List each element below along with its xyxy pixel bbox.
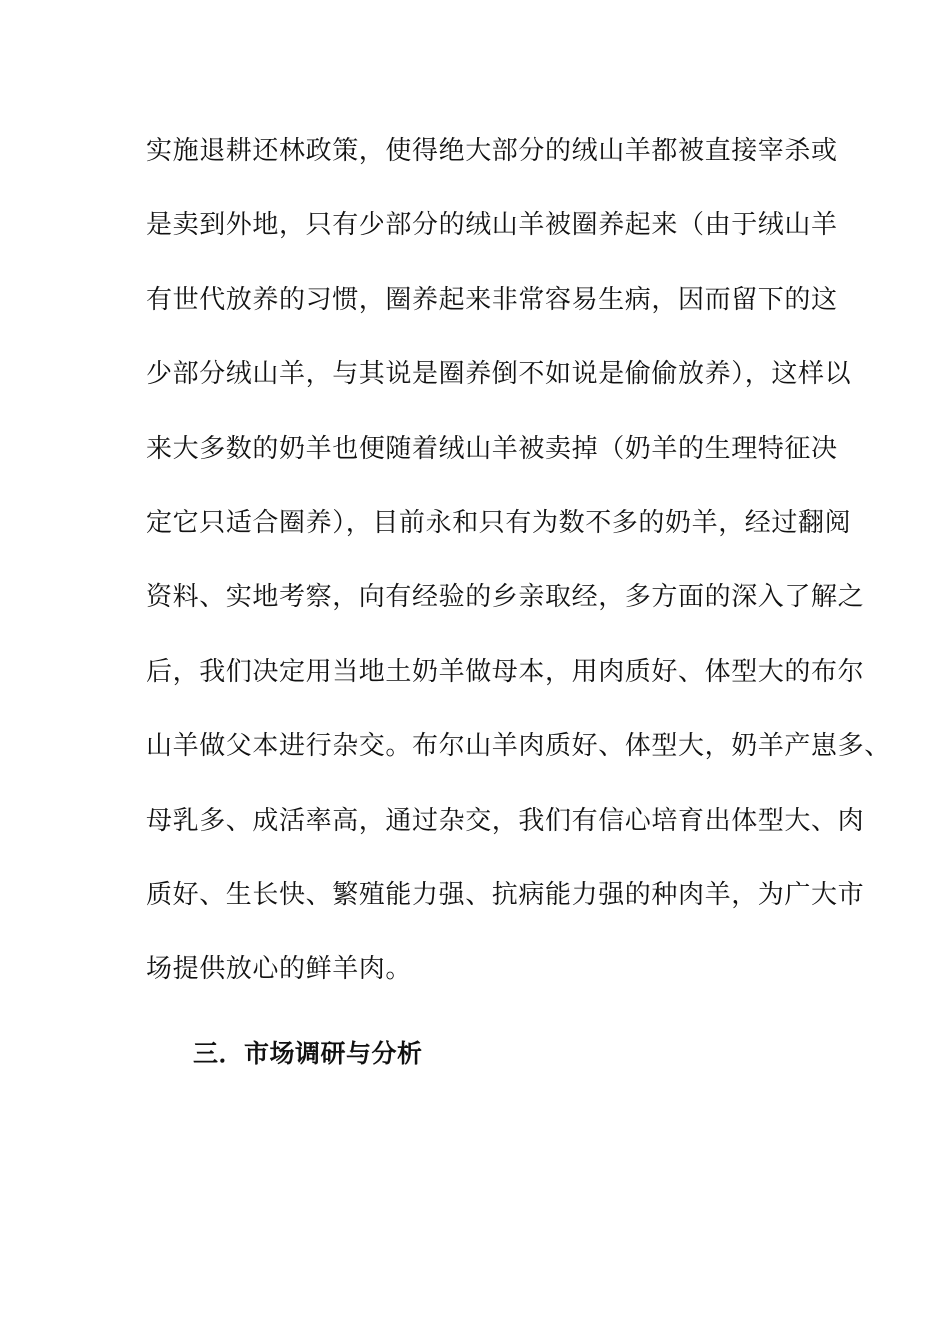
body-paragraph	[146, 126, 891, 1019]
paragraph-line: 来大多数的奶羊也便随着绒山羊被卖掉（奶羊的生理特征决	[146, 433, 838, 464]
paragraph-line: 质好、生长快、繁殖能力强、抗病能力强的种肉羊，为广大市	[146, 879, 865, 910]
paragraph-line: 资料、实地考察，向有经验的乡亲取经，多方面的深入了解之	[146, 582, 865, 613]
paragraph-line: 定它只适合圈养），目前永和只有为数不多的奶羊，经过翻阅	[146, 507, 852, 538]
paragraph-line: 实施退耕还林政策，使得绝大部分的绒山羊都被直接宰杀或	[146, 136, 838, 166]
paragraph-line: 母乳多、成活率高，通过杂交，我们有信心培育出体型大、肉	[146, 805, 865, 836]
paragraph-line: 是卖到外地，只有少部分的绒山羊被圈养起来（由于绒山羊	[146, 210, 838, 241]
paragraph-line: 有世代放养的习惯，圈养起来非常容易生病，因而留下的这	[146, 284, 838, 315]
paragraph-line: 场提供放心的鲜羊肉。	[146, 954, 413, 985]
paragraph-line: 山羊做父本进行杂交。布尔山羊肉质好、体型大，奶羊产崽多、	[146, 731, 891, 762]
section-heading: 三．市场调研与分析	[193, 1039, 423, 1068]
paragraph-line: 少部分绒山羊，与其说是圈养倒不如说是偷偷放养），这样以	[146, 359, 852, 390]
paragraph-line: 后，我们决定用当地土奶羊做母本，用肉质好、体型大的布尔	[146, 656, 865, 687]
